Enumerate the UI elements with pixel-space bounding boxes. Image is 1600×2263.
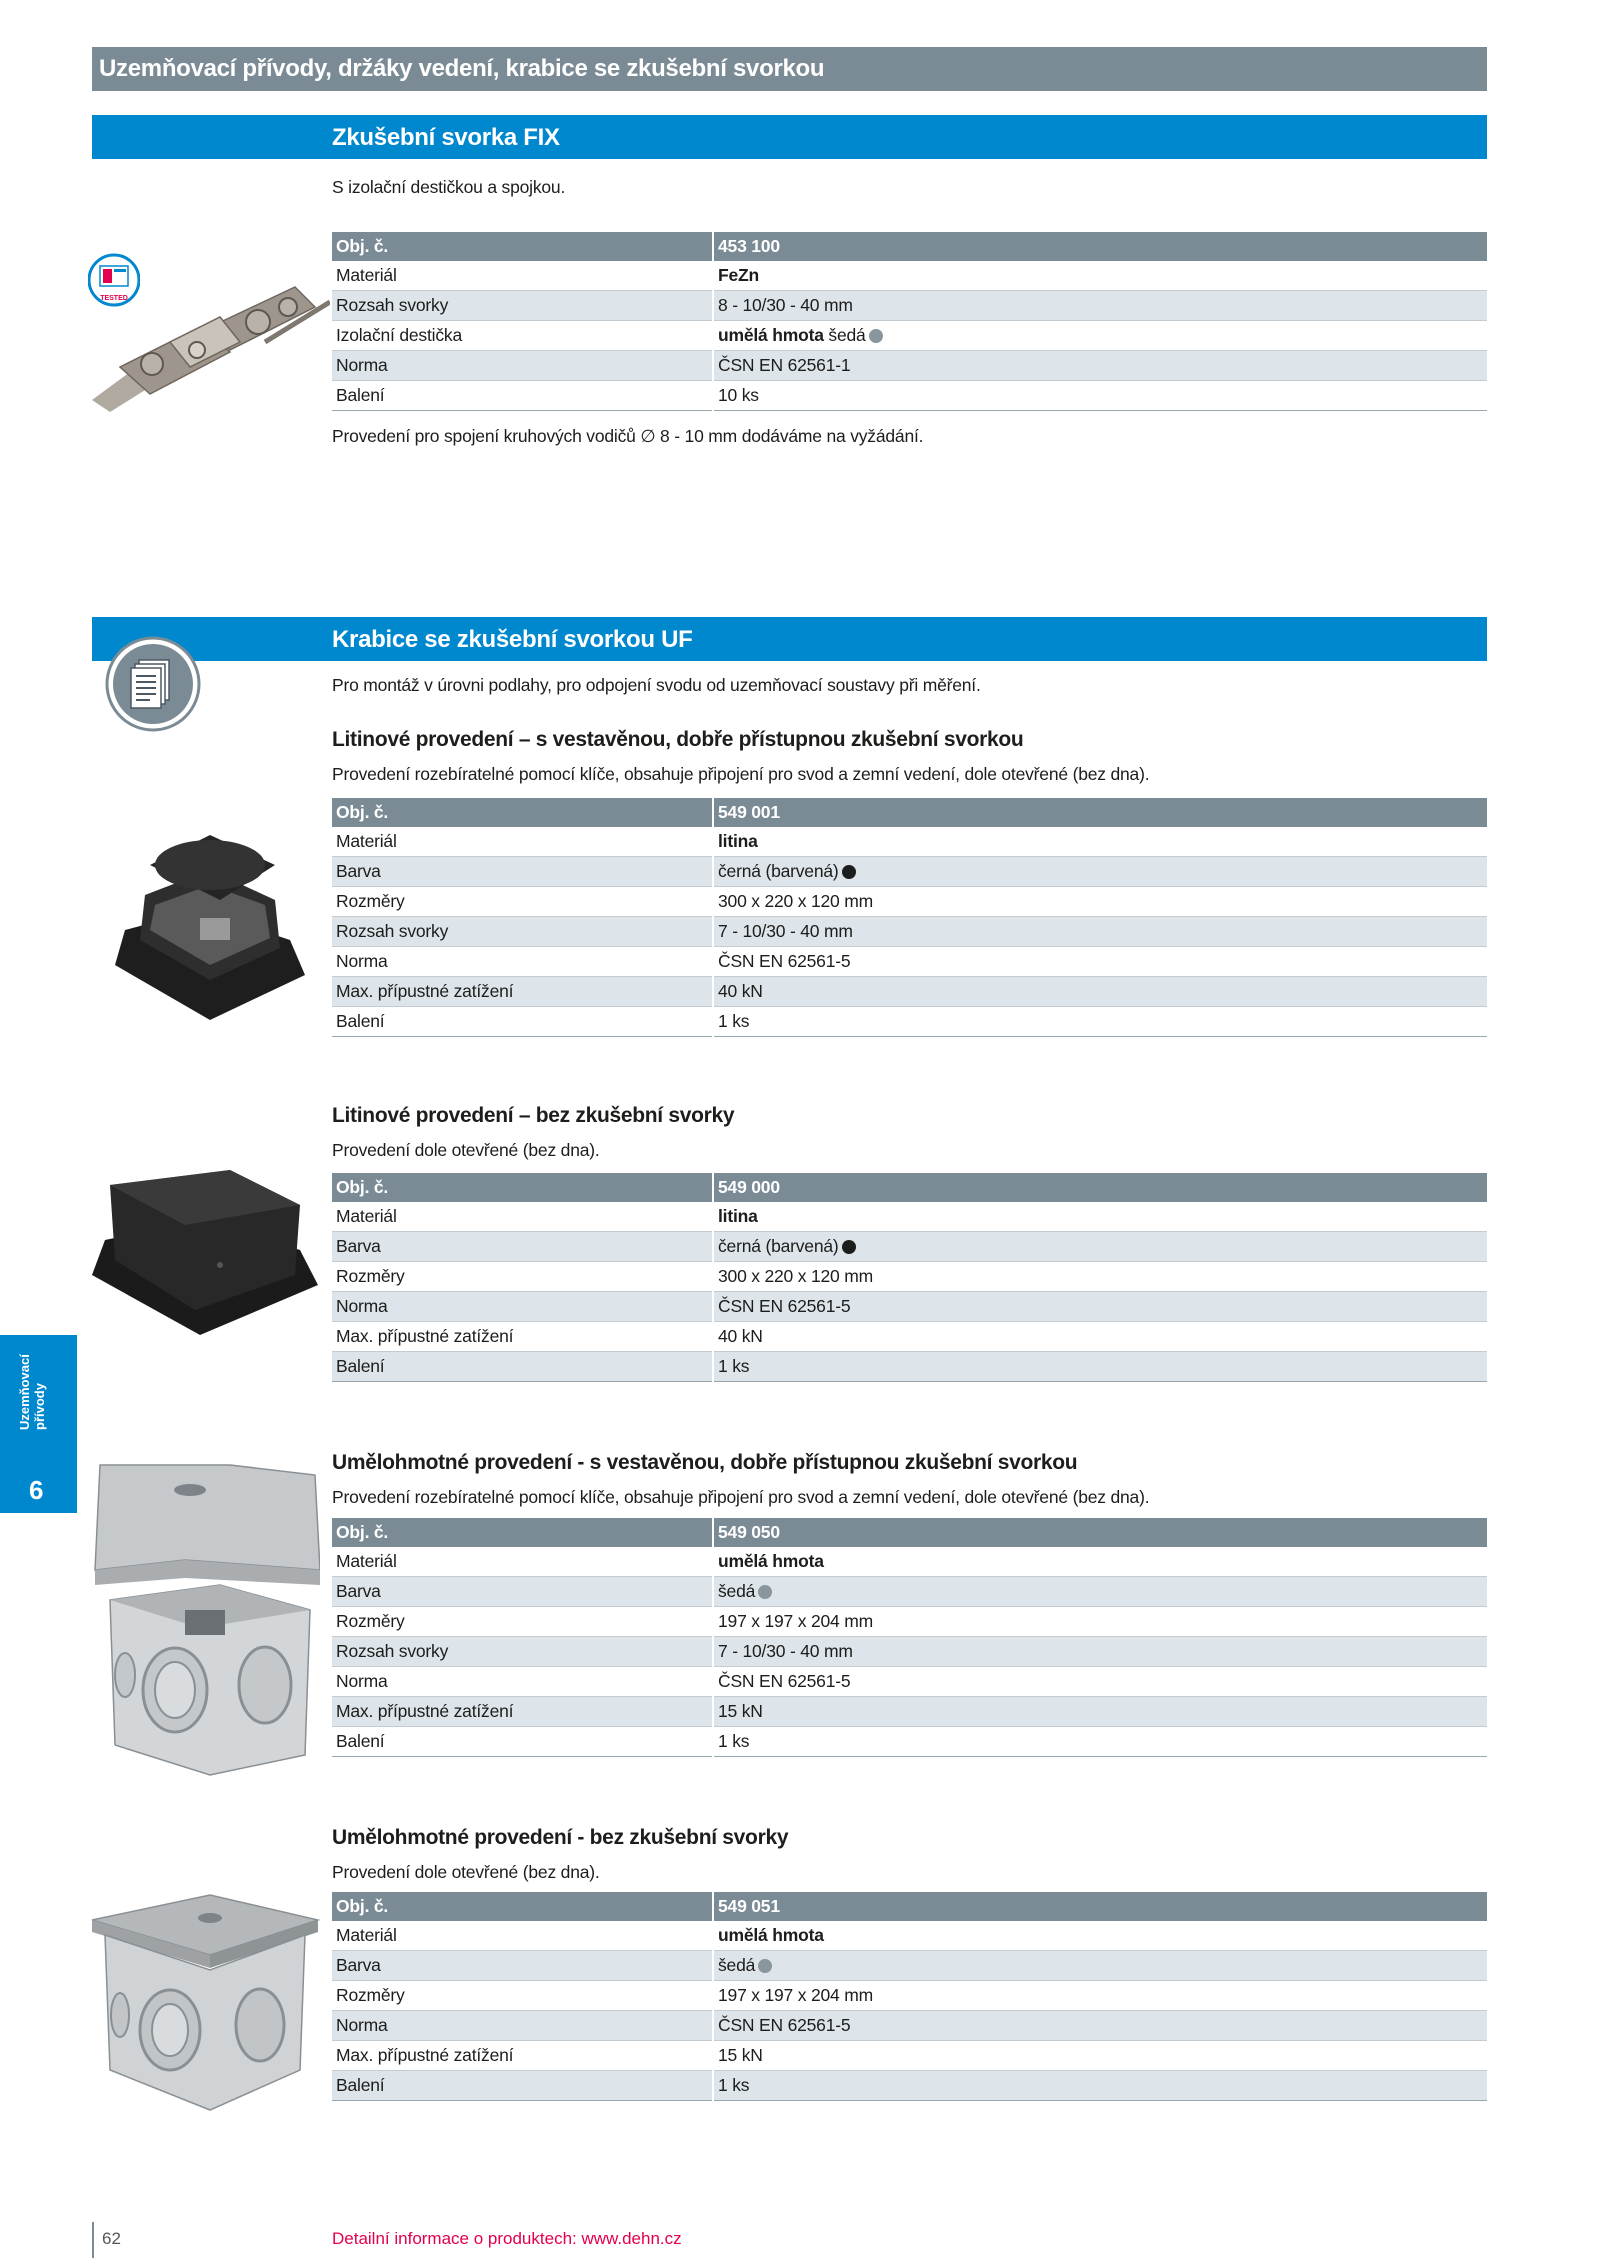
table-row [332,351,1487,381]
table-row [332,977,1487,1007]
section-header-fix [92,115,1487,159]
table-value: 549 050 [713,1518,1487,1547]
table-label: Barva [332,857,713,887]
spec-table-549051 [332,1892,1487,2101]
table-value: 549 051 [713,1892,1487,1921]
table-value: 8 - 10/30 - 40 mm [713,291,1487,321]
table-row [332,827,1487,857]
table-row [332,917,1487,947]
table-value: 197 x 197 x 204 mm [713,1981,1487,2011]
table-label: Rozměry [332,887,713,917]
table-label: Max. přípustné zatížení [332,977,713,1007]
table-row [332,381,1487,411]
table-label: Materiál [332,827,713,857]
table-label: Rozměry [332,1981,713,2011]
table-label: Materiál [332,1202,713,1232]
table-value: FeZn [713,261,1487,291]
product-description: Provedení dole otevřené (bez dna). [332,1140,600,1160]
table-label: Norma [332,351,713,381]
section-description: S izolační destičkou a spojkou. [332,177,566,197]
table-value: 1 ks [713,1727,1487,1757]
table-label: Balení [332,1007,713,1037]
table-value: 300 x 220 x 120 mm [713,887,1487,917]
footer-divider [92,2222,94,2258]
cast-iron-box-closed-image [90,1165,320,1340]
product-subtitle: Umělohmotné provedení - s vestavěnou, dobře přístupnou zkušební svorkou [332,1451,1078,1474]
table-label: Obj. č. [332,1173,713,1202]
table-label: Obj. č. [332,798,713,827]
table-value: ČSN EN 62561-1 [713,351,1487,381]
table-row [332,232,1487,261]
table-value: černá (barvená) [718,1236,839,1256]
product-subtitle: Litinové provedení – s vestavěnou, dobře přístupnou zkušební svorkou [332,728,1024,751]
table-label: Materiál [332,1921,713,1951]
spec-table-549001 [332,798,1487,1037]
table-row [332,1981,1487,2011]
table-value: ČSN EN 62561-5 [713,1292,1487,1322]
product-info-link[interactable]: Detailní informace o produktech: www.dehn.cz [332,2229,682,2248]
table-value: 1 ks [713,1007,1487,1037]
table-row [332,1577,1487,1607]
table-row [332,1892,1487,1921]
table-label: Obj. č. [332,232,713,261]
table-value: 197 x 197 x 204 mm [713,1607,1487,1637]
table-value: 40 kN [713,1322,1487,1352]
table-label: Barva [332,1232,713,1262]
table-row [332,261,1487,291]
table-label: Rozsah svorky [332,1637,713,1667]
product-subtitle: Litinové provedení – bez zkušební svorky [332,1104,735,1127]
table-label: Izolační destička [332,321,713,351]
table-value: 1 ks [713,1352,1487,1382]
table-value: černá (barvená) [718,861,839,881]
table-label: Norma [332,1667,713,1697]
table-row [332,2071,1487,2101]
cast-iron-box-open-image [110,830,310,1030]
table-value: 549 000 [713,1173,1487,1202]
table-row [332,2011,1487,2041]
table-label: Rozměry [332,1262,713,1292]
table-value: 15 kN [713,2041,1487,2071]
table-value: ČSN EN 62561-5 [713,947,1487,977]
table-value: 15 kN [713,1697,1487,1727]
table-row [332,291,1487,321]
side-tab-label-line2: přívody [32,1383,47,1430]
grey-color-dot-icon [869,329,883,343]
table-row [332,798,1487,827]
side-tab-label [17,1354,47,1430]
table-label: Norma [332,2011,713,2041]
page-number: 62 [102,2229,121,2248]
table-row [332,1697,1487,1727]
product-description: Provedení rozebíratelné pomocí klíče, obsahuje připojení pro svod a zemní vedení, dole otevřené (bez dna). [332,764,1150,784]
documents-icon [105,636,201,732]
table-row [332,1921,1487,1951]
table-row [332,887,1487,917]
product-subtitle: Umělohmotné provedení - bez zkušební svorky [332,1826,789,1849]
table-row [332,1637,1487,1667]
chapter-title: Uzemňovací přívody, držáky vedení, krabice se zkušební svorkou [99,55,825,82]
product-description: Provedení dole otevřené (bez dna). [332,1862,600,1882]
table-value: ČSN EN 62561-5 [713,2011,1487,2041]
table-row [332,1352,1487,1382]
spec-table-453100 [332,232,1487,411]
grey-color-dot-icon [758,1959,772,1973]
table-label: Materiál [332,1547,713,1577]
table-value: umělá hmota [713,1547,1487,1577]
table-value: umělá hmota [713,1921,1487,1951]
table-label: Norma [332,947,713,977]
spec-table-549050 [332,1518,1487,1757]
table-row [332,1518,1487,1547]
table-row [332,947,1487,977]
table-label: Obj. č. [332,1518,713,1547]
table-value: 453 100 [713,232,1487,261]
table-row [332,2041,1487,2071]
table-row [332,857,1487,887]
table-row [332,1607,1487,1637]
table-value-color: šedá [823,325,866,345]
table-row [332,321,1487,351]
table-value: umělá hmota [718,325,824,345]
table-label: Barva [332,1951,713,1981]
section-note: Provedení pro spojení kruhových vodičů ∅ 8 - 10 mm dodáváme na vyžádání. [332,426,924,446]
table-value: litina [713,827,1487,857]
table-label: Materiál [332,261,713,291]
table-label: Max. přípustné zatížení [332,1697,713,1727]
table-row [332,1667,1487,1697]
tested-badge-label: TESTED [100,295,128,302]
side-tab-label-line1: Uzemňovací [17,1354,32,1430]
table-label: Balení [332,1727,713,1757]
table-row [332,1322,1487,1352]
table-row [332,1727,1487,1757]
table-label: Rozměry [332,1607,713,1637]
spec-table-549000 [332,1173,1487,1382]
table-value: 1 ks [713,2071,1487,2101]
black-color-dot-icon [842,1240,856,1254]
table-value: 549 001 [713,798,1487,827]
chapter-header [92,47,1487,91]
table-label: Max. přípustné zatížení [332,2041,713,2071]
table-label: Balení [332,381,713,411]
table-label: Norma [332,1292,713,1322]
section-title: Krabice se zkušební svorkou UF [332,626,693,653]
table-value: 10 ks [713,381,1487,411]
table-row [332,1202,1487,1232]
table-label: Balení [332,1352,713,1382]
table-value: šedá [718,1955,756,1975]
test-clamp-image [90,272,330,412]
table-label: Rozsah svorky [332,917,713,947]
section-title: Zkušební svorka FIX [332,124,560,151]
table-value: ČSN EN 62561-5 [713,1667,1487,1697]
side-tab-number: 6 [29,1475,44,1505]
table-row [332,1951,1487,1981]
table-value: litina [713,1202,1487,1232]
plastic-box-open-image [90,1460,320,1780]
black-color-dot-icon [842,865,856,879]
table-label: Balení [332,2071,713,2101]
table-row [332,1232,1487,1262]
table-value: 7 - 10/30 - 40 mm [713,917,1487,947]
table-value: šedá [718,1581,756,1601]
table-label: Obj. č. [332,1892,713,1921]
table-row [332,1292,1487,1322]
plastic-box-closed-image [90,1890,320,2115]
table-value: 7 - 10/30 - 40 mm [713,1637,1487,1667]
table-value: 40 kN [713,977,1487,1007]
chapter-side-tab [0,1335,77,1513]
section-header-uf [92,617,1487,661]
table-row [332,1173,1487,1202]
table-label: Barva [332,1577,713,1607]
table-label: Rozsah svorky [332,291,713,321]
product-description: Provedení rozebíratelné pomocí klíče, obsahuje připojení pro svod a zemní vedení, dole otevřené (bez dna). [332,1487,1150,1507]
table-row [332,1547,1487,1577]
grey-color-dot-icon [758,1585,772,1599]
section-description: Pro montáž v úrovni podlahy, pro odpojení svodu od uzemňovací soustavy při měření. [332,675,981,695]
table-value: 300 x 220 x 120 mm [713,1262,1487,1292]
table-row [332,1007,1487,1037]
table-row [332,1262,1487,1292]
table-label: Max. přípustné zatížení [332,1322,713,1352]
